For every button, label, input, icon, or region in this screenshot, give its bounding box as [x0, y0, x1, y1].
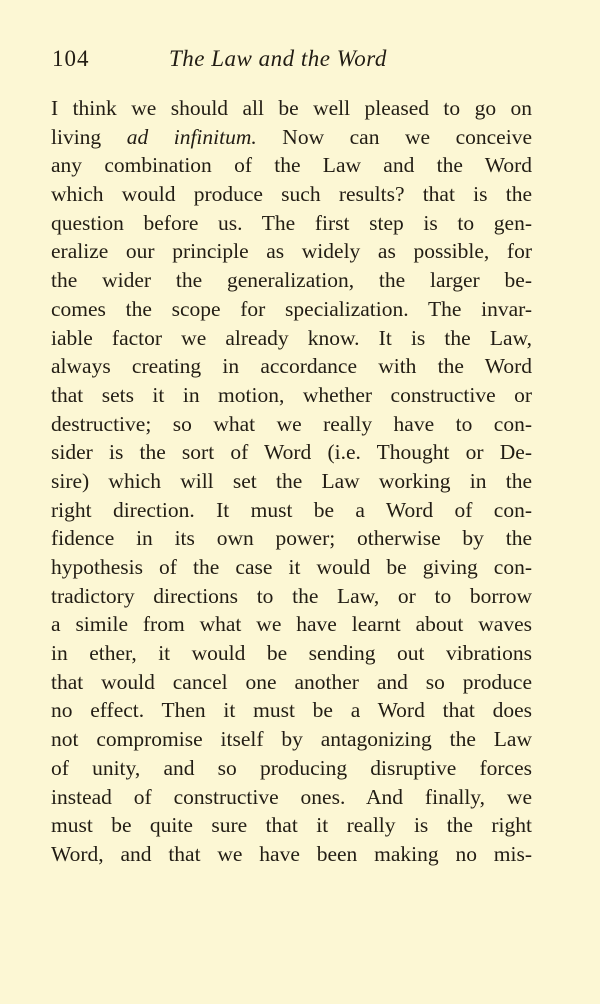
- text-line: fidence in its own power; otherwise by the: [51, 526, 532, 551]
- page-number: 104: [52, 46, 90, 71]
- text-line: the wider the generalization, the larger be-: [51, 268, 532, 293]
- text-line: right direction. It must be a Word of con-: [51, 497, 532, 522]
- text-line: instead of constructive ones. And finally, we: [51, 784, 532, 809]
- body-text: [51, 94, 532, 869]
- text-line: tradictory directions to the Law, or to borrow: [51, 583, 532, 608]
- text-line: of unity, and so producing disruptive forces: [51, 755, 532, 780]
- text-line: that would cancel one another and so produce: [51, 669, 532, 694]
- text-line: destructive; so what we really have to con-: [51, 411, 532, 436]
- text-line: iable factor we already know. It is the Law,: [51, 325, 532, 350]
- text-line: in ether, it would be sending out vibrations: [51, 641, 532, 666]
- text-line: any combination of the Law and the Word: [51, 153, 532, 178]
- text-line: Word, and that we have been making no mis-: [51, 841, 532, 866]
- text-line: I think we should all be well pleased to go on: [51, 96, 532, 120]
- italic-phrase: ad infinitum.: [126, 124, 257, 149]
- running-title: The Law and the Word: [169, 46, 387, 71]
- text-span: living: [51, 124, 127, 149]
- text-line: must be quite sure that it really is the right: [51, 813, 532, 838]
- text-line: no effect. Then it must be a Word that does: [51, 698, 532, 723]
- text-line: not compromise itself by antagonizing the Law: [51, 727, 532, 752]
- text-line: hypothesis of the case it would be giving con-: [51, 555, 532, 579]
- text-line: a simile from what we have learnt about waves: [51, 612, 532, 637]
- text-line: eralize our principle as widely as possible, for: [51, 239, 532, 264]
- text-line: sider is the sort of Word (i.e. Thought or De-: [51, 440, 532, 465]
- page-header: [52, 46, 532, 76]
- text-line: question before us. The first step is to gen-: [51, 210, 532, 235]
- text-line: that sets it in motion, whether constructive or: [51, 382, 532, 407]
- text-line: always creating in accordance with the Word: [51, 354, 532, 379]
- text-line: comes the scope for specialization. The invar-: [51, 296, 532, 321]
- text-line: [51, 123, 532, 152]
- text-line: which would produce such results? that is the: [51, 182, 532, 207]
- text-span: Now can we conceive: [256, 124, 532, 149]
- text-line: sire) which will set the Law working in the: [51, 468, 532, 493]
